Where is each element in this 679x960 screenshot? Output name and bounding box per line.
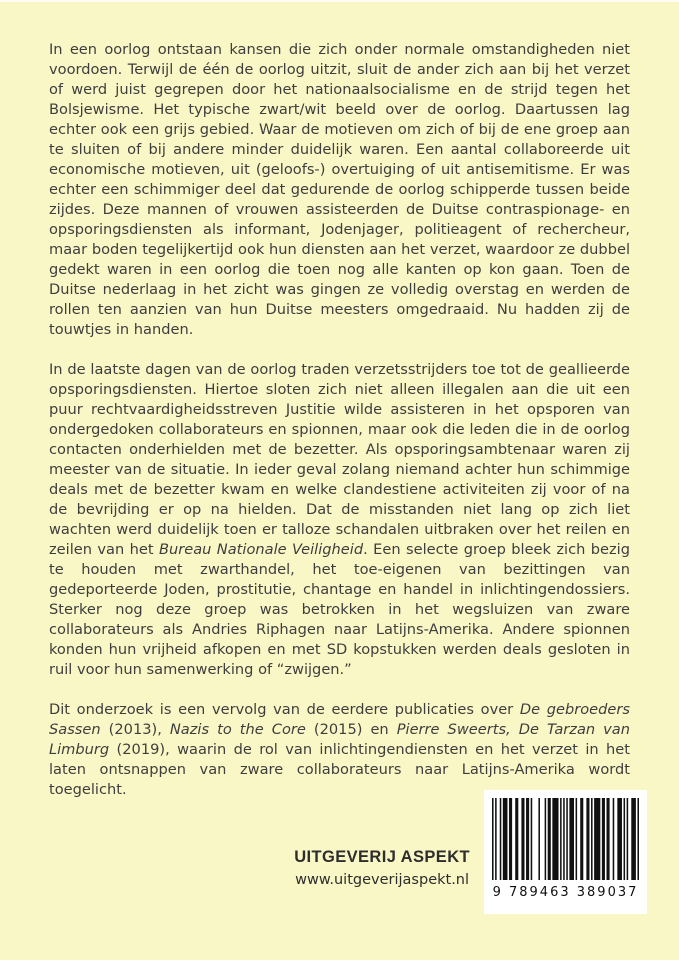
publisher-website: www.uitgeverijaspekt.nl [295, 872, 470, 888]
text-segment: In de laatste dagen van de oorlog traden verzetsstrijders toe tot de geallieerde opsporingsdiensten. Hiertoe sloten zich niet alleen illegalen aan die uit een puur rechtvaardigheidsstreven Justitie wilde assisteren in het opsporen van ondergedoken collaborateurs en spionnen, maar ook die leden die in de oorlog contacten onderhielden met de bezetter. Als opsporingsambtenaar waren zij meester van de situatie. In ieder geval zolang niemand achter hun schimmige deals met de bezetter kwam en welke clandestiene activiteiten zij voor of na de bevrijding er op na hielden. Dat de misstanden niet lang op zich liet wachten werd duidelijk toen er talloze schandalen uitbraken over het reilen en zeilen van het [49, 361, 630, 558]
barcode-bars [492, 798, 639, 880]
text-segment: Dit onderzoek is een vervolg van de eerdere publicaties over [49, 701, 520, 718]
paragraph [49, 40, 630, 340]
publisher-name: UITGEVERIJ ASPEKT [294, 848, 470, 866]
text-segment: Nazis to the Core [169, 721, 306, 738]
publisher-block [294, 848, 470, 888]
text-segment: Pierre Sweerts, De Tarzan van Limburg [49, 721, 630, 758]
text-segment: Bureau Nationale Veiligheid [158, 541, 364, 558]
text-segment: . Een selecte groep bleek zich bezig te houden met zwarthandel, het toe-eigenen van bezittingen van gedeporteerde Joden, prostitutie, chantage en handel in inlichtingendossiers. Sterker nog deze groep was betrokken in het wegsluizen van zware collaborateurs als Andries Riphagen naar Latijns-Amerika. Andere spionnen konden hun vrijheid afkopen en met SD kopstukken werden deals gesloten in ruil voor hun samenwerking of “zwijgen.” [49, 541, 630, 678]
paragraph [49, 360, 630, 680]
publisher-area [294, 790, 647, 914]
text-segment: (2015) en [305, 721, 397, 738]
text-segment: In een oorlog ontstaan kansen die zich onder normale omstandigheden niet voordoen. Terwijl de één de oorlog uitzit, sluit de ander zich aan bij het verzet of werd juist gegrepen door het nationaalsocialisme en de strijd tegen het Bolsjewisme. Het typische zwart/wit beeld over de oorlog. Daartussen lag echter ook een grijs gebied. Waar de motieven om zich of bij de ene groep aan te sluiten of bij andere minder duidelijk waren. Een aantal collaboreerde uit economische motieven, uit (geloofs-) overtuiging of uit antisemitisme. Er was echter een schimmiger deel dat gedurende de oorlog schipperde tussen beide zijdes. Deze mannen of vrouwen assisteerden de Duitse contraspionage- en opsporingsdiensten als informant, Jodenjager, politieagent of rechercheur, maar boden tegelijkertijd ook hun diensten aan het verzet, waardoor ze dubbel gedekt waren in een oorlog die toen nog alle kanten op kon gaan. Toen de Duitse nederlaag in het zicht was gingen ze volledig overstag en werden de rollen ten aanzien van hun Duitse meesters omgedraaid. Nu hadden zij de touwtjes in handen. [49, 41, 630, 338]
text-segment: (2013), [100, 721, 170, 738]
text-segment: De gebroeders Sassen [49, 701, 630, 738]
paragraph [49, 700, 630, 800]
barcode-number: 9 789463 389037 [492, 885, 639, 900]
barcode [484, 790, 647, 914]
back-cover-text [49, 40, 630, 820]
text-segment: (2019), waarin de rol van inlichtingendiensten en het verzet in het laten ontsnappen van zware collaborateurs naar Latijns-Amerika wordt toegelicht. [49, 741, 630, 798]
